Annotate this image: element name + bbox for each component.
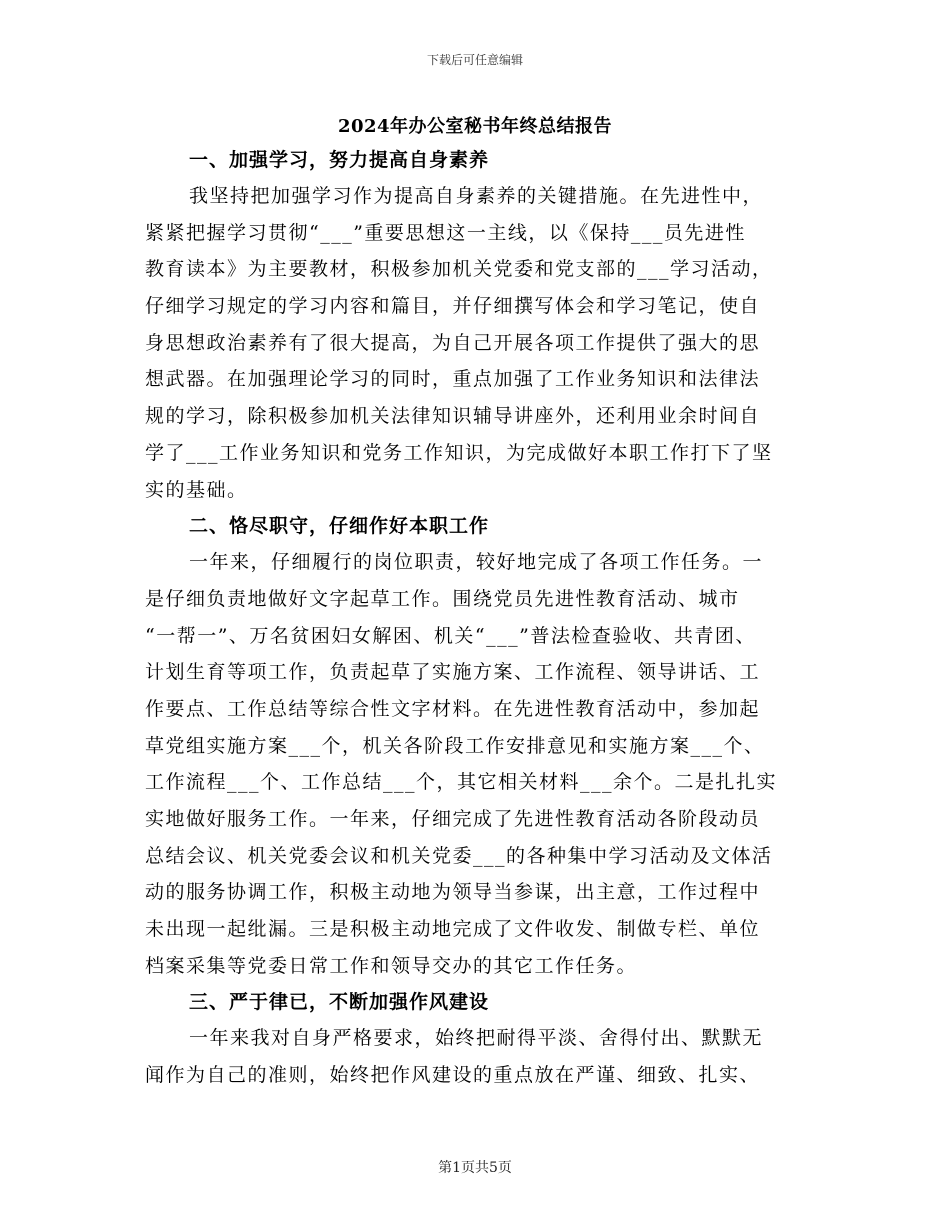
paragraph-line: 一年来，仔细履行的岗位职责，较好地完成了各项工作任务。一 <box>189 551 764 574</box>
paragraph-line: 我坚持把加强学习作为提高自身素养的关键措施。在先进性中， <box>189 185 764 207</box>
paragraph-line: 是仔细负责地做好文字起草工作。围绕党员先进性教育活动、城市 <box>145 587 740 610</box>
document-title: 2024年办公室秘书年终总结报告 <box>337 116 613 137</box>
paragraph-line: 动的服务协调工作，积极主动地为领导当参谋，出主意，工作过程中 <box>145 881 761 904</box>
paragraph-line: 档案采集等党委日常工作和领导交办的其它工作任务。 <box>145 954 638 977</box>
section-heading-3: 三、严于律已，不断加强作风建设 <box>189 991 490 1014</box>
paragraph-line: “一帮一”、万名贫困妇女解困、机关“___”普法检查验收、共青团、 <box>145 624 756 647</box>
paragraph-line: 教育读本》为主要教材，积极参加机关党委和党支部的___学习活动， <box>145 258 773 281</box>
paragraph-line: 学了___工作业务知识和党务工作知识，为完成做好本职工作打下了坚 <box>145 441 773 464</box>
document-body <box>145 142 825 1094</box>
section-heading-2: 二、恪尽职守，仔细作好本职工作 <box>189 515 490 538</box>
section-paragraph-1 <box>145 178 825 508</box>
paragraph-line: 实的基础。 <box>145 478 248 501</box>
paragraph-line: 作要点、工作总结等综合性文字材料。在先进性教育活动中，参加起 <box>145 697 761 720</box>
paragraph-line: 总结会议、机关党委会议和机关党委___的各种集中学习活动及文体活 <box>145 844 773 867</box>
section-heading-1: 一、加强学习，努力提高自身素养 <box>189 149 490 171</box>
paragraph-line: 一年来我对自身严格要求，始终把耐得平淡、舍得付出、默默无 <box>189 1027 764 1050</box>
paragraph-line: 闻作为自己的准则，始终把作风建设的重点放在严谨、细致、扎实、 <box>145 1064 761 1087</box>
page-number-footer: 第1页共5页 <box>438 1160 512 1176</box>
page-header-note: 下载后可任意编辑 <box>426 53 523 67</box>
paragraph-line: 实地做好服务工作。一年来，仔细完成了先进性教育活动各阶段动员 <box>145 808 761 830</box>
section-paragraph-2 <box>145 544 825 984</box>
paragraph-line: 未出现一起纰漏。三是积极主动地完成了文件收发、制做专栏、单位 <box>145 918 761 941</box>
paragraph-line: 草党组实施方案___个，机关各阶段工作安排意见和实施方案___个、 <box>145 734 765 757</box>
section-paragraph-3 <box>145 1020 825 1093</box>
paragraph-line: 想武器。在加强理论学习的同时，重点加强了工作业务知识和法律法 <box>145 368 761 391</box>
paragraph-line: 身思想政治素养有了很大提高，为自己开展各项工作提供了强大的思 <box>145 331 761 354</box>
paragraph-line: 紧紧把握学习贯彻“___”重要思想这一主线，以《保持___员先进性 <box>145 221 746 244</box>
paragraph-line: 计划生育等项工作，负责起草了实施方案、工作流程、领导讲话、工 <box>145 661 761 684</box>
paragraph-line: 规的学习，除积极参加机关法律知识辅导讲座外，还利用业余时间自 <box>145 405 761 428</box>
paragraph-line: 工作流程___个、工作总结___个，其它相关材料___余个。二是扎扎实 <box>145 771 778 794</box>
paragraph-line: 仔细学习规定的学习内容和篇目，并仔细撰写体会和学习笔记，使自 <box>145 295 761 318</box>
